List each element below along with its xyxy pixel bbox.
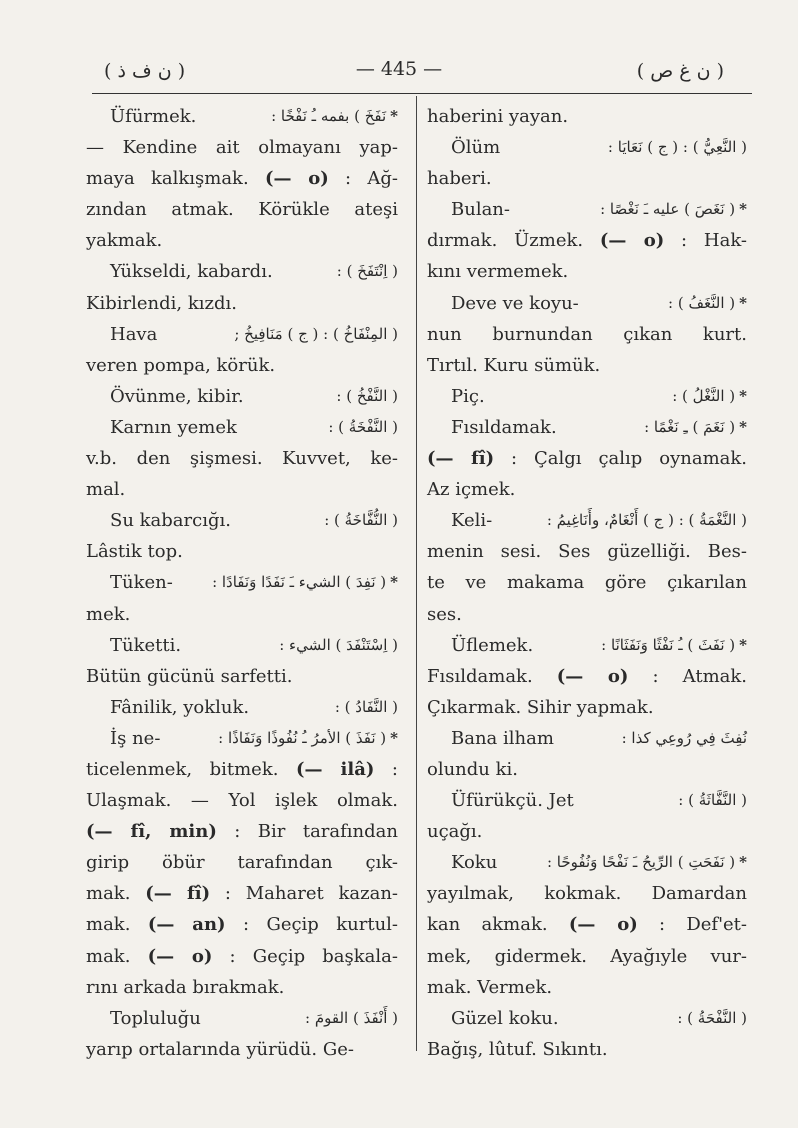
entry-headline <box>427 505 747 536</box>
entry-headline <box>86 101 398 132</box>
turkish-text: uçağı. <box>427 821 483 843</box>
page-number: — 445 — <box>355 58 443 80</box>
arabic-headword <box>324 505 398 536</box>
turkish-text: Bulan- <box>451 199 510 221</box>
turkish-text: Koku <box>451 852 498 874</box>
definition-line <box>86 288 398 319</box>
arabic-text: ( النُّفَّاخَةُ ) : <box>324 511 398 530</box>
turkish-text: mek, gidermek. Ayağıyle vur- <box>427 945 747 967</box>
header-rule <box>92 93 752 94</box>
definition-line <box>86 599 398 630</box>
turkish-text: Piç. <box>451 385 485 407</box>
turkish-text: ses. <box>427 603 462 625</box>
definition-line <box>86 225 398 256</box>
arabic-headword <box>672 381 747 412</box>
entry-headline <box>86 723 398 754</box>
definition-line <box>427 661 747 692</box>
definition-line <box>427 101 747 132</box>
arabic-text: ( النَّفْخُ ) : <box>336 386 398 405</box>
turkish-text: rını arkada bırakmak. <box>86 976 285 998</box>
arabic-headword <box>600 194 747 225</box>
definition-line <box>86 909 398 940</box>
arabic-headword <box>305 1003 398 1034</box>
definition-line <box>427 225 747 256</box>
arabic-headword <box>271 101 398 132</box>
turkish-text: menin sesi. Ses güzelliği. Bes- <box>427 541 747 563</box>
arabic-headword <box>337 256 398 287</box>
definition-line <box>427 972 747 1003</box>
arabic-text: ( النَّفَّاثَةُ ) : <box>678 791 747 810</box>
entry-star-marker: * <box>739 386 747 405</box>
right-root-mark: ( ن غ ص ) <box>636 60 724 82</box>
turkish-text: Deve ve koyu- <box>451 292 579 314</box>
entry-headline <box>86 412 398 443</box>
arabic-headword <box>279 630 398 661</box>
turkish-text: Tırtıl. Kuru sümük. <box>427 354 601 376</box>
entry-headline <box>86 1003 398 1034</box>
entry-headline <box>86 256 398 287</box>
entry-headline <box>427 1003 747 1034</box>
arabic-headword <box>336 381 398 412</box>
definition-line <box>86 350 398 381</box>
turkish-text: mak. Vermek. <box>427 976 553 998</box>
definition-line <box>86 941 398 972</box>
turkish-text: kan akmak. (— o) : Def'et- <box>427 914 747 936</box>
entry-headline <box>427 412 747 443</box>
definition-line <box>427 599 747 630</box>
arabic-headword <box>608 132 747 163</box>
turkish-text: olundu ki. <box>427 758 519 780</box>
turkish-text: Tüketti. <box>110 634 182 656</box>
definition-line <box>427 567 747 598</box>
turkish-text: Üflemek. <box>451 634 534 656</box>
arabic-headword <box>547 847 747 878</box>
entry-headline <box>427 723 747 754</box>
entry-star-marker: * <box>390 573 398 592</box>
turkish-text: veren pompa, körük. <box>86 354 276 376</box>
entry-star-marker: * <box>739 200 747 219</box>
turkish-text: yayılmak, kokmak. Damardan <box>427 883 747 905</box>
turkish-text: Fânilik, yokluk. <box>110 696 250 718</box>
arabic-text: ( اِنْتَفَخَ ) : <box>336 262 398 281</box>
turkish-text: girip öbür tarafından çık- <box>86 852 398 874</box>
turkish-text: kını vermemek. <box>427 261 569 283</box>
definition-line <box>86 536 398 567</box>
turkish-text: mek. <box>86 603 131 625</box>
definition-line <box>427 878 747 909</box>
turkish-text: v.b. den şişmesi. Kuvvet, ke- <box>86 448 398 470</box>
turkish-text: Üfürükçü. Jet <box>451 790 574 812</box>
arabic-headword <box>335 692 398 723</box>
turkish-text: Fısıldamak. (— o) : Atmak. <box>427 665 748 687</box>
turkish-text: Kibirlendi, kızdı. <box>86 292 237 314</box>
definition-line <box>427 319 747 350</box>
turkish-text: Fısıldamak. <box>451 416 557 438</box>
turkish-text: Az içmek. <box>427 479 516 501</box>
arabic-headword <box>677 1003 747 1034</box>
arabic-headword <box>644 412 747 443</box>
definition-line <box>86 785 398 816</box>
turkish-text: mak. (— fî) : Maharet kazan- <box>86 883 399 905</box>
arabic-text: ( النَّغْمَةُ ) : ( ج ) أَنْغَامٌ، وأَنَاغِيمُ : <box>546 511 747 530</box>
arabic-text: ( النَّفْحَةُ ) : <box>677 1008 747 1027</box>
page-header <box>0 56 798 90</box>
entry-star-marker: * <box>739 293 747 312</box>
definition-line <box>427 256 747 287</box>
definition-line <box>86 878 398 909</box>
turkish-text: te ve makama göre çıkarılan <box>427 572 747 594</box>
arabic-text: ( نَغَمَ ) ـِ نَغْمًا : <box>644 417 736 436</box>
entry-headline <box>86 381 398 412</box>
turkish-text: (— fî, min) : Bir tarafından <box>86 821 398 843</box>
turkish-text: (— fî) : Çalgı çalıp oynamak. <box>427 448 747 470</box>
definition-line <box>86 194 398 225</box>
turkish-text: Üfürmek. <box>110 106 197 127</box>
arabic-text: ( نَفَثَ ) ـُ نَفْثًا وَنَفَثَانًا : <box>601 635 736 654</box>
turkish-text: Su kabarcığı. <box>110 510 231 532</box>
entry-headline <box>427 132 747 163</box>
arabic-text: ( نَفَحَتِ ) الرِّيحُ ـَ نَفْحًا وَنُفُوحًا : <box>546 853 736 872</box>
definition-line <box>427 692 747 723</box>
definition-line <box>427 474 747 505</box>
turkish-text: — Kendine ait olmayanı yap- <box>86 137 398 159</box>
definition-line <box>86 443 398 474</box>
definition-line <box>427 443 747 474</box>
turkish-text: Güzel koku. <box>451 1007 559 1029</box>
arabic-text: ( النَّفْخَةُ ) : <box>328 417 398 436</box>
entry-headline <box>427 630 747 661</box>
arabic-headword <box>601 630 747 661</box>
definition-line <box>427 754 747 785</box>
arabic-headword <box>668 288 747 319</box>
arabic-text: ( نَغَصَ ) عليه ـَ نَغْصًا : <box>600 200 736 219</box>
entry-headline <box>86 630 398 661</box>
turkish-text: zından atmak. Körükle ateşi <box>86 199 398 221</box>
arabic-headword <box>547 505 747 536</box>
definition-line <box>427 816 747 847</box>
left-root-mark: ( ن ف ذ ) <box>104 60 186 82</box>
turkish-text: nun burnundan çıkan kurt. <box>427 323 747 345</box>
turkish-text: Bütün gücünü sarfetti. <box>86 665 293 687</box>
definition-line <box>86 754 398 785</box>
turkish-text: Övünme, kibir. <box>110 385 244 407</box>
turkish-text: Yükseldi, kabardı. <box>110 261 273 283</box>
turkish-text: Hava <box>110 323 158 345</box>
turkish-text: mak. (— o) : Geçip başkala- <box>86 945 398 967</box>
turkish-text: Çıkarmak. Sihir yapmak. <box>427 696 654 718</box>
arabic-text: ( المِنْفَاخُ ) : ( ج ) مَنَافِيخُ ; <box>234 324 398 343</box>
arabic-text: ( اِسْتَنْفَدَ ) الشيء : <box>279 635 398 654</box>
entry-headline <box>86 692 398 723</box>
turkish-text: yakmak. <box>86 230 163 252</box>
right-column <box>427 101 747 1065</box>
column-divider <box>416 96 417 1051</box>
turkish-text: maya kalkışmak. (— o) : Ağ- <box>86 168 398 190</box>
turkish-text: yarıp ortalarında yürüdü. Ge- <box>86 1038 354 1060</box>
turkish-text: Karnın yemek <box>110 416 237 438</box>
turkish-text: Keli- <box>451 510 493 532</box>
turkish-text: Lâstik top. <box>86 541 183 563</box>
definition-line <box>86 972 398 1003</box>
arabic-text: نُفِثَ فِي رُوعِي كذا : <box>621 728 747 747</box>
turkish-text: haberini yayan. <box>427 106 569 127</box>
turkish-text: Tüken- <box>110 572 173 594</box>
arabic-headword <box>678 785 747 816</box>
definition-line <box>86 132 398 163</box>
turkish-text: mal. <box>86 479 126 501</box>
arabic-text: ( أَنْفَذَ ) القومَ : <box>305 1008 398 1027</box>
entry-star-marker: * <box>390 107 398 125</box>
arabic-headword <box>212 567 398 598</box>
arabic-text: ( النَّغْلُ ) : <box>672 386 736 405</box>
turkish-text: Topluluğu <box>110 1007 201 1029</box>
definition-line <box>86 661 398 692</box>
turkish-text: Ulaşmak. — Yol işlek olmak. <box>86 790 398 812</box>
definition-line <box>427 909 747 940</box>
turkish-text: Bana ilham <box>451 727 554 749</box>
entry-star-marker: * <box>739 635 747 654</box>
turkish-text: haberi. <box>427 168 492 190</box>
entry-headline <box>427 847 747 878</box>
entry-star-marker: * <box>739 853 747 872</box>
entry-headline <box>86 567 398 598</box>
entry-headline <box>427 381 747 412</box>
entry-headline <box>86 505 398 536</box>
arabic-text: ( النَّفَادُ ) : <box>334 697 398 716</box>
turkish-text: dırmak. Üzmek. (— o) : Hak- <box>427 230 747 252</box>
arabic-headword <box>234 319 398 350</box>
definition-line <box>427 941 747 972</box>
arabic-text: نَفَخَ ) بفمه ـُ نَفْخًا : <box>271 107 387 125</box>
entry-star-marker: * <box>739 417 747 436</box>
definition-line <box>427 536 747 567</box>
entry-headline <box>427 785 747 816</box>
arabic-headword <box>622 723 747 754</box>
arabic-text: ( نَفِدَ ) الشيء ـَ نَفَدًا وَنَفَادًا : <box>212 573 387 592</box>
definition-line <box>427 1034 747 1065</box>
arabic-text: ( النَّعِيُّ ) : ( ج ) نَعَايَا : <box>607 138 747 157</box>
definition-line <box>86 474 398 505</box>
arabic-headword <box>218 723 398 754</box>
turkish-text: ticelenmek, bitmek. (— ilâ) : <box>86 758 398 780</box>
definition-line <box>427 350 747 381</box>
turkish-text: Ölüm <box>451 137 501 159</box>
arabic-text: ( النَّغَفُ ) : <box>668 293 736 312</box>
definition-line <box>86 163 398 194</box>
arabic-headword <box>328 412 398 443</box>
turkish-text: mak. (— an) : Geçip kurtul- <box>86 914 399 936</box>
definition-line <box>86 1034 398 1065</box>
entry-star-marker: * <box>390 728 398 747</box>
entry-headline <box>427 194 747 225</box>
definition-line <box>86 816 398 847</box>
definition-line <box>86 847 398 878</box>
entry-headline <box>427 288 747 319</box>
arabic-text: ( نَفَذَ ) الأمرُ ـُ نُفُوذًا وَنَفَاذًا : <box>218 728 387 747</box>
definition-line <box>427 163 747 194</box>
left-column <box>86 101 398 1065</box>
turkish-text: İş ne- <box>110 727 161 749</box>
entry-headline <box>86 319 398 350</box>
turkish-text: Bağış, lûtuf. Sıkıntı. <box>427 1038 608 1060</box>
